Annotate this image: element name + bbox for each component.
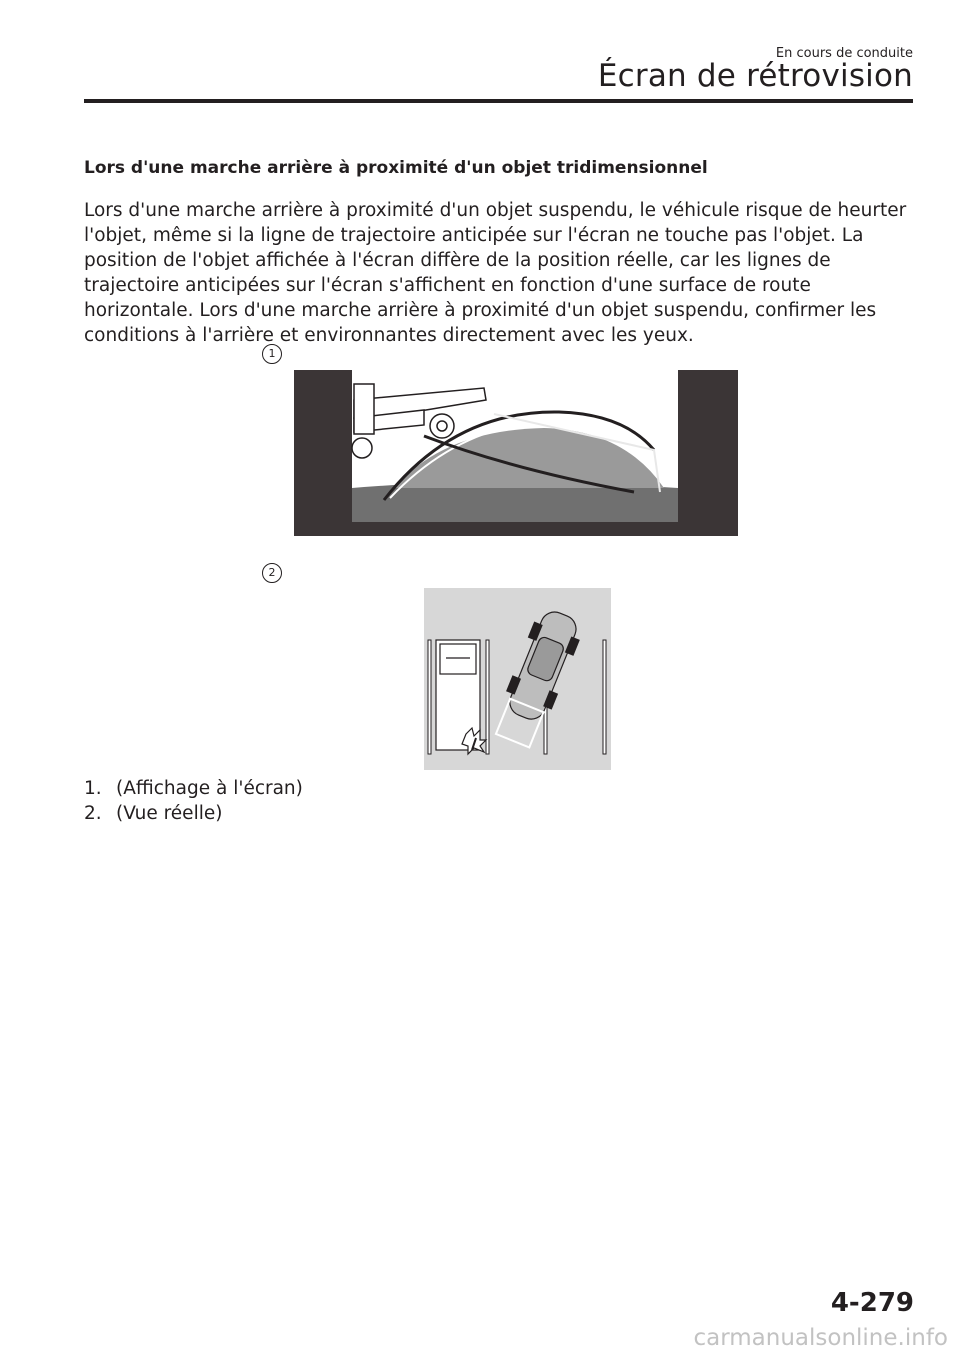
caption-text: (Vue réelle)	[116, 803, 223, 824]
running-header-section: En cours de conduite	[775, 46, 913, 61]
header-rule	[84, 99, 913, 103]
running-header-title: Écran de rétrovision	[597, 58, 913, 94]
figure-2-callout: 2	[262, 563, 282, 583]
caption-item-2	[84, 801, 303, 826]
caption-item-1	[84, 776, 303, 801]
caption-list	[84, 776, 303, 826]
watermark-text: carmanualsonline.info	[693, 1325, 948, 1351]
real-view-illustration	[424, 588, 611, 770]
section-heading: Lors d'une marche arrière à proximité d'un objet tridimensionnel	[84, 158, 708, 178]
figure-1-callout: 1	[262, 344, 282, 364]
screen-display-illustration	[294, 370, 738, 536]
caption-number: 1.	[84, 778, 102, 799]
body-paragraph: Lors d'une marche arrière à proximité d'un objet suspendu, le véhicule risque de heurter l'objet, même si la ligne de trajectoire anticipée sur l'écran ne touche pas l'objet. La position de l'objet affichée à l'écran diffère de la position réelle, car les lignes de trajectoire anticipées sur l'écran s'affichent en fonction d'une surface de route horizontale. Lors d'une marche arrière à proximité d'un objet suspendu, confirmer les conditions à l'arrière et environnantes directement avec les yeux.	[84, 200, 907, 346]
caption-text: (Affichage à l'écran)	[116, 778, 303, 799]
caption-number: 2.	[84, 803, 102, 824]
page-number: 4-279	[830, 1288, 914, 1318]
